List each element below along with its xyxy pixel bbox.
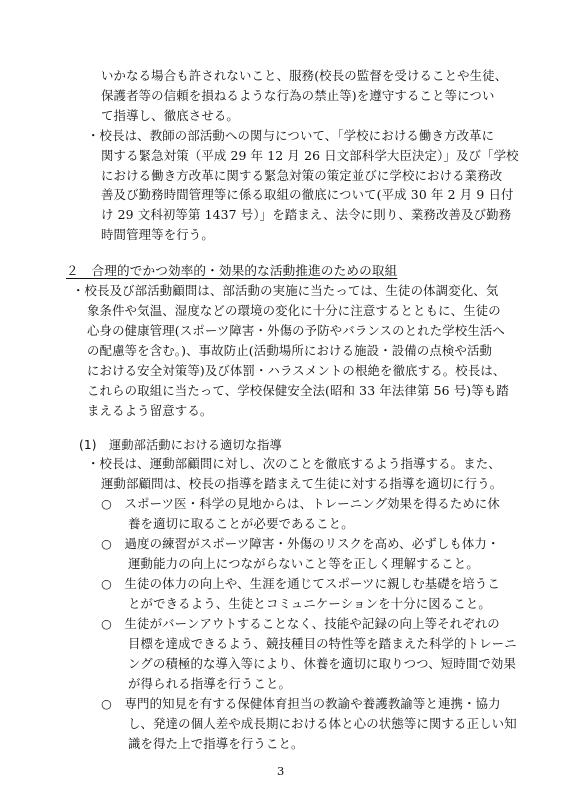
text-line: し、発達の個人差や成長期における体と心の状態等に関する正しい知 bbox=[128, 716, 517, 731]
text-line: における安全対策等)及び体罰・ハラスメントの根絶を徹底する。校長は、 bbox=[87, 363, 506, 378]
text-line: 善及び勤務時間管理等に係る取組の徹底について(平成 30 年 2 月 9 日付 bbox=[101, 187, 514, 202]
bullet-line: ・校長は、教師の部活動への関与について、「学校における働き方改革に bbox=[87, 128, 495, 143]
text-line: 運動能力の向上につながらないこと等を正しく理解すること。 bbox=[128, 556, 479, 571]
text-line: ングの積極的な導入等により、休養を適切に取りつつ、短時間で効果 bbox=[128, 656, 517, 671]
text-line: 心身の健康管理(スポーツ障害・外傷の予防やバランスのとれた学校生活へ bbox=[87, 323, 505, 338]
circle-item: ○ 専門的知見を有する保健体育担当の教諭や養護教諭等と連携・協力 bbox=[101, 696, 501, 711]
text-line: が得られる指導を行うこと。 bbox=[128, 676, 292, 691]
circle-item: ○ 生徒の体力の向上や、生涯を通じてスポーツに親しむ基礎を培うこ bbox=[101, 576, 500, 591]
text-line: て指導し、徹底させる。 bbox=[101, 108, 239, 123]
text-line: いかなる場合も許されないこと、服務(校長の監督を受けることや生徒、 bbox=[101, 68, 508, 83]
text-line: まえるよう留意する。 bbox=[87, 403, 213, 418]
bullet-line: ・校長及び部活動顧問は、部活動の実施に当たっては、生徒の体調変化、気 bbox=[72, 283, 499, 298]
circle-item: ○ スポーツ医・科学の見地からは、トレーニング効果を得るために休 bbox=[101, 496, 500, 511]
text-line: 時間管理等を行う。 bbox=[101, 227, 214, 242]
text-line: 識を得た上で指導を行うこと。 bbox=[128, 736, 304, 751]
text-line: 関する緊急対策（平成 29 年 12 月 26 日文部科学大臣決定）」及び「学校 bbox=[101, 148, 519, 163]
text-line: 象条件や気温、湿度などの環境の変化に十分に注意するとともに、生徒の bbox=[87, 303, 501, 318]
section-heading: ２ 合理的でかつ効率的・効果的な活動推進のための取組 bbox=[66, 263, 398, 278]
subsection-heading: (1) 運動部活動における適切な指導 bbox=[79, 438, 282, 452]
text-line: における働き方改革に関する緊急対策の策定並びに学校における業務改 bbox=[101, 168, 503, 183]
text-line: 養を適切に取ることが必要であること。 bbox=[128, 516, 354, 531]
text-line: 保護者等の信頼を損ねるような行為の禁止等)を遵守すること等につい bbox=[101, 88, 495, 103]
text-line: の配慮等を含む。)、事故防止(活動場所における施設・設備の点検や活動 bbox=[87, 343, 493, 358]
text-line: これらの取組に当たって、学校保健安全法(昭和 33 年法律第 56 号)等も踏 bbox=[87, 383, 509, 398]
text-line: 運動部顧問は、校長の指導を踏まえて生徒に対する指導を適切に行う。 bbox=[101, 476, 503, 491]
bullet-line: ・校長は、運動部顧問に対し、次のことを徹底するよう指導する。また、 bbox=[87, 456, 501, 471]
text-line: 目標を達成できるよう、競技種目の特性等を踏まえた科学的トレーニ bbox=[128, 636, 517, 651]
circle-item: ○ 過度の練習がスポーツ障害・外傷のリスクを高め、必ずしも体力・ bbox=[101, 536, 500, 551]
text-line: け 29 文科初等第 1437 号）」を踏まえ、法令に則り、業務改善及び勤務 bbox=[101, 207, 512, 222]
page-number: 3 bbox=[277, 764, 285, 778]
text-line: とができるよう、生徒とコミュニケーションを十分に図ること。 bbox=[128, 596, 491, 611]
circle-item: ○ 生徒がバーンアウトすることなく、技能や記録の向上等それぞれの bbox=[101, 616, 500, 631]
